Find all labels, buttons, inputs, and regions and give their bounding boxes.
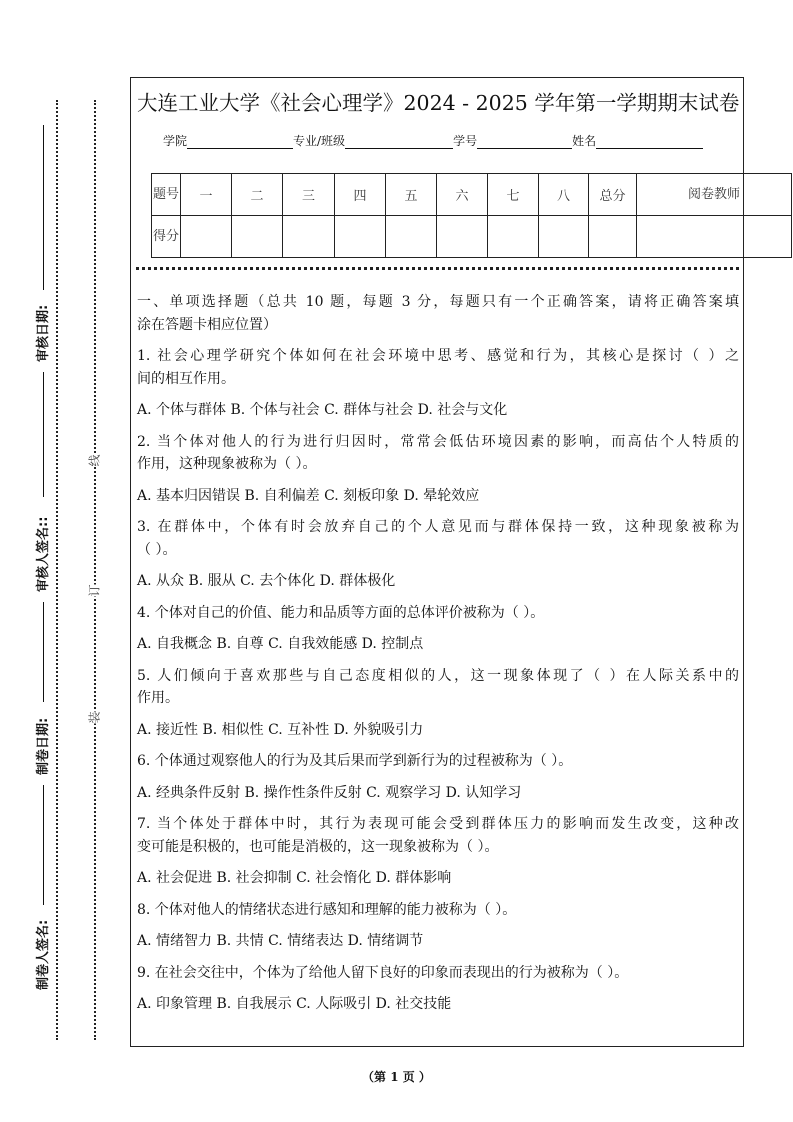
reviewer-signature-line bbox=[43, 372, 44, 497]
name-field[interactable] bbox=[596, 134, 703, 149]
col-header: 八 bbox=[539, 174, 589, 216]
col-header: 六 bbox=[437, 174, 488, 216]
question-options: A. 情绪智力 B. 共情 C. 情绪表达 D. 情绪调节 bbox=[137, 933, 424, 949]
reviewer-signature-label: 审核人签名:: bbox=[36, 516, 51, 592]
score-table bbox=[151, 173, 792, 258]
question-2 bbox=[137, 431, 739, 476]
question-8 bbox=[137, 899, 739, 922]
col-header: 四 bbox=[335, 174, 386, 216]
col-header: 二 bbox=[232, 174, 283, 216]
name-label: 姓名 bbox=[572, 134, 597, 148]
question-options: A. 从众 B. 服从 C. 去个体化 D. 群体极化 bbox=[137, 573, 396, 589]
student-id-label: 学号 bbox=[453, 134, 478, 148]
binding-dotted-line-inner bbox=[94, 100, 96, 1040]
maker-signature-line bbox=[43, 785, 44, 905]
col-header: 五 bbox=[386, 174, 437, 216]
binding-char-bind: 装 bbox=[84, 711, 105, 723]
page-number: （第 1 页 ） bbox=[362, 1070, 431, 1084]
question-options: A. 基本归因错误 B. 自利偏差 C. 刻板印象 D. 晕轮效应 bbox=[137, 487, 480, 504]
college-field[interactable] bbox=[187, 134, 293, 149]
college-label: 学院 bbox=[163, 134, 188, 148]
question-options: A. 自我概念 B. 自尊 C. 自我效能感 D. 控制点 bbox=[137, 636, 424, 652]
grader-header: 阅卷教师 bbox=[637, 174, 792, 216]
score-cell[interactable] bbox=[437, 216, 488, 258]
student-info-row bbox=[163, 132, 703, 149]
review-date-label: 审核日期: bbox=[36, 304, 51, 362]
binding-char-order: 订 bbox=[84, 584, 105, 596]
score-cell[interactable] bbox=[589, 216, 637, 258]
score-cell[interactable] bbox=[386, 216, 437, 258]
question-text-line: 作用。 bbox=[137, 690, 179, 706]
total-header: 总分 bbox=[589, 174, 637, 216]
question-6 bbox=[137, 750, 739, 773]
major-class-label: 专业/班级 bbox=[293, 134, 346, 148]
binding-char-line: 线 bbox=[84, 454, 105, 466]
question-text-line: 8. 个体对他人的情绪状态进行感知和理解的能力被称为（ ）。 bbox=[137, 901, 517, 918]
section-heading-line: 一、单项选择题（总共 10 题，每题 3 分，每题只有一个正确答案，请将正确答案填 bbox=[137, 294, 739, 310]
score-cell[interactable] bbox=[181, 216, 232, 258]
question-text-line: 9. 在社会交往中，个体为了给他人留下良好的印象而表现出的行为被称为（ ）。 bbox=[137, 964, 629, 981]
section-heading bbox=[137, 291, 739, 336]
question-text-line: 变可能是积极的，也可能是消极的，这一现象被称为（ ）。 bbox=[137, 838, 499, 855]
question-4 bbox=[137, 602, 739, 625]
binding-dotted-line-outer bbox=[56, 100, 58, 1040]
question-text-line: 2. 当个体对他人的行为进行归因时，常常会低估环境因素的影响，而高估个人特质的 bbox=[137, 433, 739, 450]
section-heading-line: 涂在答题卡相应位置） bbox=[137, 316, 277, 333]
question-text-line: 6. 个体通过观察他人的行为及其后果而学到新行为的过程被称为（ ）。 bbox=[137, 753, 573, 769]
question-number-header: 题号 bbox=[152, 174, 181, 216]
col-header: 一 bbox=[181, 174, 232, 216]
col-header: 七 bbox=[488, 174, 539, 216]
exam-title: 大连工业大学《社会心理学》2024 - 2025 学年第一学期期末试卷 bbox=[137, 91, 740, 115]
question-text-line: 7. 当个体处于群体中时，其行为表现可能会受到群体压力的影响而发生改变，这种改 bbox=[137, 816, 739, 832]
question-9 bbox=[137, 962, 739, 985]
score-cell[interactable] bbox=[335, 216, 386, 258]
question-text-line: 1. 社会心理学研究个体如何在社会环境中思考、感觉和行为，其核心是探讨（ ）之 bbox=[137, 348, 739, 364]
question-text-line: 5. 人们倾向于喜欢那些与自己态度相似的人，这一现象体现了（ ）在人际关系中的 bbox=[137, 667, 739, 684]
question-text-line: 3. 在群体中，个体有时会放弃自己的个人意见而与群体保持一致，这种现象被称为 bbox=[137, 519, 739, 535]
question-text-line: 间的相互作用。 bbox=[137, 370, 235, 387]
score-cell[interactable] bbox=[539, 216, 589, 258]
question-text-line: 作用，这种现象被称为（ ）。 bbox=[137, 456, 317, 472]
review-date-line bbox=[43, 125, 44, 290]
score-cell[interactable] bbox=[232, 216, 283, 258]
question-text-line: 4. 个体对自己的价值、能力和品质等方面的总体评价被称为（ ）。 bbox=[137, 604, 545, 621]
col-header: 三 bbox=[283, 174, 335, 216]
question-options: A. 社会促进 B. 社会抑制 C. 社会惰化 D. 群体影响 bbox=[137, 870, 452, 886]
question-options: A. 印象管理 B. 自我展示 C. 人际吸引 D. 社交技能 bbox=[137, 996, 452, 1012]
major-class-field[interactable] bbox=[345, 134, 453, 149]
question-options: A. 个体与群体 B. 个体与社会 C. 群体与社会 D. 社会与文化 bbox=[137, 402, 508, 418]
question-7 bbox=[137, 813, 739, 858]
maker-date-label: 制卷日期: bbox=[36, 717, 51, 775]
maker-date-line bbox=[43, 602, 44, 702]
maker-signature-label: 制卷人签名: bbox=[36, 919, 51, 990]
score-row-header: 得分 bbox=[152, 216, 181, 258]
question-list bbox=[137, 345, 739, 1016]
student-id-field[interactable] bbox=[477, 134, 572, 149]
score-cell[interactable] bbox=[488, 216, 539, 258]
score-cell[interactable] bbox=[637, 216, 792, 258]
question-options: A. 经典条件反射 B. 操作性条件反射 C. 观察学习 D. 认知学习 bbox=[137, 784, 522, 801]
question-text-line: （ ）。 bbox=[137, 541, 177, 558]
question-3 bbox=[137, 516, 739, 561]
header-separator bbox=[136, 267, 739, 270]
score-cell[interactable] bbox=[283, 216, 335, 258]
exam-body bbox=[137, 291, 739, 1025]
question-5 bbox=[137, 665, 739, 710]
question-options: A. 接近性 B. 相似性 C. 互补性 D. 外貌吸引力 bbox=[137, 721, 424, 738]
question-1 bbox=[137, 345, 739, 390]
